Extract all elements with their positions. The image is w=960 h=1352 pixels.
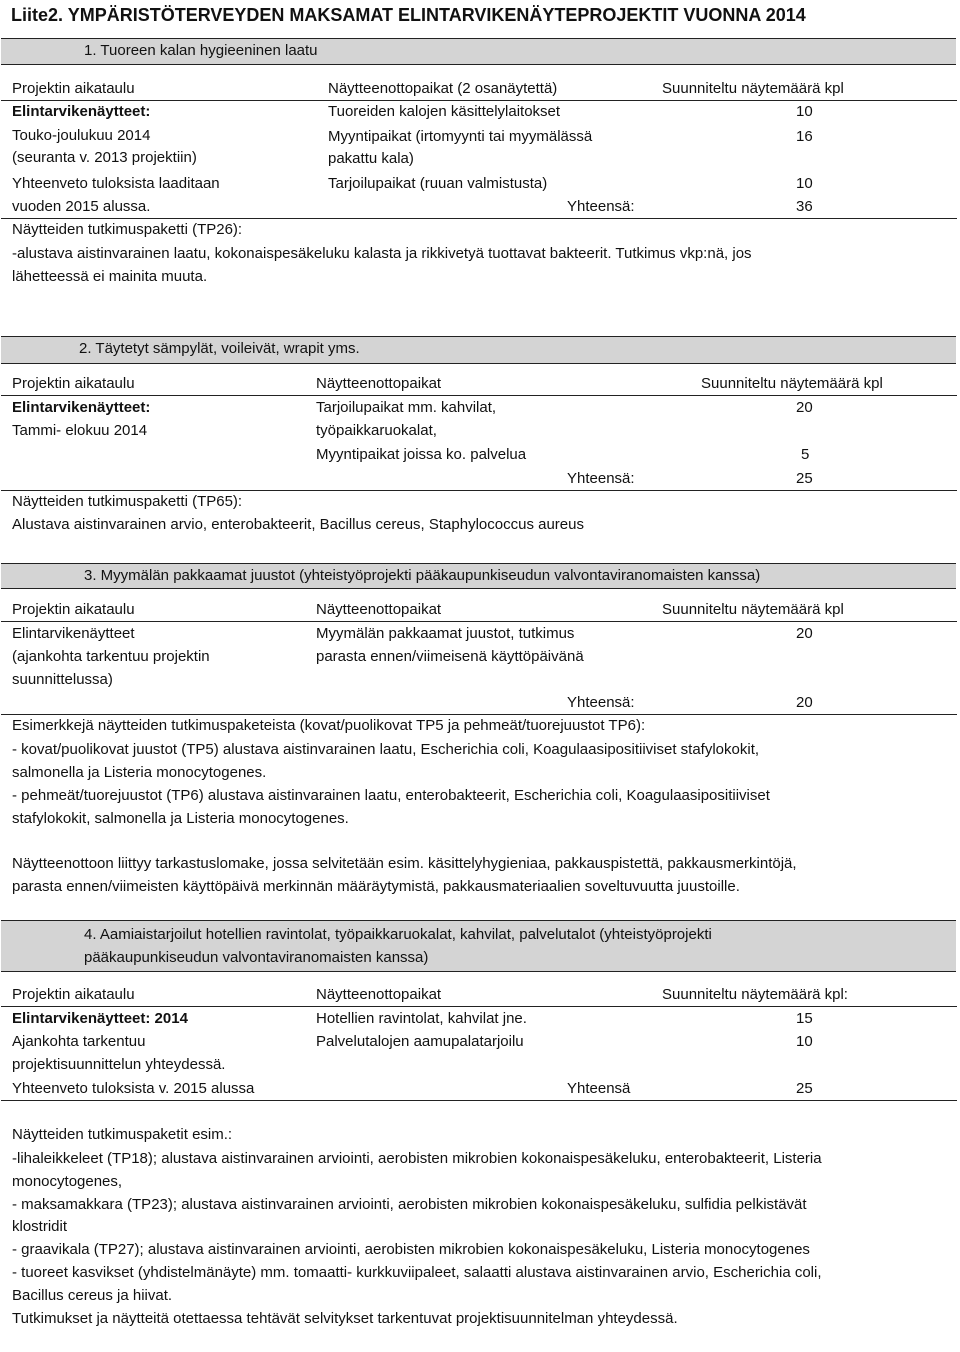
s1-col-places: Näytteenottopaikat (2 osanäytettä) bbox=[328, 80, 558, 97]
s3-text-line1: Esimerkkejä näytteiden tutkimuspaketeista (kovat/puolikovat TP5 ja pehmeät/tuorejuustot TP6): bbox=[12, 717, 646, 734]
s2-total-label: Yhteensä: bbox=[567, 470, 635, 487]
section-3-heading: 3. Myymälän pakkaamat juustot (yhteistyöprojekti pääkaupunkiseudun valvontaviranomaisten kanssa) bbox=[84, 567, 761, 584]
s1-table-rule bbox=[1, 218, 957, 219]
s3-period-line2: suunnittelussa) bbox=[12, 671, 113, 688]
s3-text-line4: - pehmeät/tuorejuustot (TP6) alustava aistinvarainen laatu, enterobakteerit, Escherichia coli, Koagulaasipositiiviset bbox=[12, 787, 770, 804]
s2-package-label: Näytteiden tutkimuspaketti (TP65): bbox=[12, 493, 243, 510]
s1-package-label: Näytteiden tutkimuspaketti (TP26): bbox=[12, 221, 243, 238]
section-1-heading: 1. Tuoreen kalan hygieeninen laatu bbox=[84, 42, 318, 59]
s3-row1-place-line1: Myymälän pakkaamat juustot, tutkimus bbox=[316, 625, 575, 642]
s3-header-rule bbox=[1, 621, 957, 622]
s3-total-label: Yhteensä: bbox=[567, 694, 635, 711]
s3-col-schedule: Projektin aikataulu bbox=[12, 601, 135, 618]
s3-text-line6: Näytteenottoon liittyy tarkastuslomake, jossa selvitetään esim. käsittelyhygieniaa, pakkauspistettä, pakkausmerkintöjä, bbox=[12, 855, 797, 872]
s2-samples-label: Elintarvikenäytteet: bbox=[12, 399, 151, 416]
s2-row2-count: 5 bbox=[801, 446, 810, 463]
s4-period-line2: projektisuunnittelun yhteydessä. bbox=[12, 1056, 226, 1073]
s4-samples-label: Elintarvikenäytteet: 2014 bbox=[12, 1010, 188, 1027]
s1-header-rule bbox=[1, 100, 957, 101]
s4-text-line4: - maksamakkara (TP23); alustava aistinvarainen arviointi, aerobisten mikrobien kokonaispesäkeluku, sulfidia pelkistävät bbox=[12, 1196, 807, 1213]
s4-total-label: Yhteensä bbox=[567, 1080, 631, 1097]
s1-row2-count: 16 bbox=[796, 128, 813, 145]
section-3-header bbox=[1, 563, 956, 589]
s1-total-label: Yhteensä: bbox=[567, 198, 635, 215]
s2-period: Tammi- elokuu 2014 bbox=[12, 422, 148, 439]
section-4-header bbox=[1, 920, 956, 972]
section-4-heading-line1: 4. Aamiaistarjoilut hotellien ravintolat, työpaikkaruokalat, kahvilat, palvelutalot (yhteistyöprojekti bbox=[84, 926, 712, 943]
s4-text-line2: -lihaleikkeleet (TP18); alustava aistinvarainen arviointi, aerobisten mikrobien kokonaispesäkeluku, enterobakteerit, Listeria bbox=[12, 1150, 822, 1167]
s4-row1-count: 15 bbox=[796, 1010, 813, 1027]
s2-row2-place: Myyntipaikat joissa ko. palvelua bbox=[316, 446, 527, 463]
s4-col-planned-count: Suunniteltu näytemäärä kpl: bbox=[662, 986, 848, 1003]
s4-text-line3: monocytogenes, bbox=[12, 1173, 123, 1190]
s4-header-rule bbox=[1, 1006, 957, 1007]
page-title: Liite2. YMPÄRISTÖTERVEYDEN MAKSAMAT ELINTARVIKENÄYTEPROJEKTIT VUONNA 2014 bbox=[11, 5, 806, 25]
s3-table-rule bbox=[1, 714, 957, 715]
s4-text-line6: - graavikala (TP27); alustava aistinvarainen arviointi, aerobisten mikrobien kokonaispesäkeluku, Listeria monocytogenes bbox=[12, 1241, 810, 1258]
s4-table-rule bbox=[1, 1100, 957, 1101]
s3-samples-label: Elintarvikenäytteet bbox=[12, 625, 135, 642]
s1-row1-place: Tuoreiden kalojen käsittelylaitokset bbox=[328, 103, 561, 120]
s2-total-value: 25 bbox=[796, 470, 813, 487]
s1-summary-line2: vuoden 2015 alussa. bbox=[12, 198, 151, 215]
section-2-heading: 2. Täytetyt sämpylät, voileivät, wrapit yms. bbox=[79, 340, 360, 357]
s4-row2-place: Palvelutalojen aamupalatarjoilu bbox=[316, 1033, 524, 1050]
s4-row1-place: Hotellien ravintolat, kahvilat jne. bbox=[316, 1010, 527, 1027]
s2-col-schedule: Projektin aikataulu bbox=[12, 375, 135, 392]
s4-period-line1: Ajankohta tarkentuu bbox=[12, 1033, 146, 1050]
s1-row1-count: 10 bbox=[796, 103, 813, 120]
s4-total-value: 25 bbox=[796, 1080, 813, 1097]
s3-col-places: Näytteenottopaikat bbox=[316, 601, 442, 618]
s2-header-rule bbox=[1, 395, 957, 396]
section-1-header bbox=[1, 38, 956, 65]
s4-text-line9: Tutkimukset ja näytteitä otettaessa tehtävät selvitykset tarkentuvat projektisuunnitelman yhteydessä. bbox=[12, 1310, 678, 1327]
s1-col-planned-count: Suunniteltu näytemäärä kpl bbox=[662, 80, 844, 97]
s3-period-line1: (ajankohta tarkentuu projektin bbox=[12, 648, 210, 665]
s2-table-rule bbox=[1, 490, 957, 491]
s3-col-planned-count: Suunniteltu näytemäärä kpl bbox=[662, 601, 844, 618]
s4-text-line5: klostridit bbox=[12, 1218, 68, 1235]
s3-total-value: 20 bbox=[796, 694, 813, 711]
s1-row3-place: Tarjoilupaikat (ruuan valmistusta) bbox=[328, 175, 548, 192]
s2-row1-place-line1: Tarjoilupaikat mm. kahvilat, bbox=[316, 399, 497, 416]
s3-row1-count: 20 bbox=[796, 625, 813, 642]
section-2-header bbox=[1, 336, 956, 364]
s1-package-line1: -alustava aistinvarainen laatu, kokonaispesäkeluku kalasta ja rikkivetyä tuottavat bakteerit. Tutkimus vkp:nä, jos bbox=[12, 245, 752, 262]
s1-row2-place-line1: Myyntipaikat (irtomyynti tai myymälässä bbox=[328, 128, 593, 145]
s1-period: Touko-joulukuu 2014 bbox=[12, 127, 151, 144]
s1-package-line2: lähetteessä ei mainita muuta. bbox=[12, 268, 208, 285]
s4-text-line1: Näytteiden tutkimuspaketit esim.: bbox=[12, 1126, 233, 1143]
s4-summary: Yhteenveto tuloksista v. 2015 alussa bbox=[12, 1080, 255, 1097]
s1-row3-count: 10 bbox=[796, 175, 813, 192]
s4-col-schedule: Projektin aikataulu bbox=[12, 986, 135, 1003]
s1-total-value: 36 bbox=[796, 198, 813, 215]
s1-samples-label: Elintarvikenäytteet: bbox=[12, 103, 151, 120]
s3-text-line7: parasta ennen/viimeisten käyttöpäivä merkinnän määräytymistä, pakkausmateriaalien soveltuvuutta juustoille. bbox=[12, 878, 740, 895]
s2-col-planned-count: Suunniteltu näytemäärä kpl bbox=[701, 375, 883, 392]
s1-row2-place-line2: pakattu kala) bbox=[328, 150, 414, 167]
s3-text-line2: - kovat/puolikovat juustot (TP5) alustava aistinvarainen laatu, Escherichia coli, Koagulaasipositiiviset stafylokokit, bbox=[12, 741, 760, 758]
section-4-heading-line2: pääkaupunkiseudun valvontaviranomaisten kanssa) bbox=[84, 949, 429, 966]
s3-text-line5: stafylokokit, salmonella ja Listeria monocytogenes. bbox=[12, 810, 349, 827]
s1-col-schedule: Projektin aikataulu bbox=[12, 80, 135, 97]
s3-row1-place-line2: parasta ennen/viimeisenä käyttöpäivänä bbox=[316, 648, 584, 665]
s2-row1-count: 20 bbox=[796, 399, 813, 416]
s4-text-line7: - tuoreet kasvikset (yhdistelmänäyte) mm. tomaatti- kurkkuviipaleet, salaatti alustava aistinvarainen arvio, Escherichia coli, bbox=[12, 1264, 822, 1281]
s4-col-places: Näytteenottopaikat bbox=[316, 986, 442, 1003]
s2-col-places: Näytteenottopaikat bbox=[316, 375, 442, 392]
s3-text-line3: salmonella ja Listeria monocytogenes. bbox=[12, 764, 267, 781]
s2-package-line1: Alustava aistinvarainen arvio, enterobakteerit, Bacillus cereus, Staphylococcus aureus bbox=[12, 516, 584, 533]
s2-row1-place-line2: työpaikkaruokalat, bbox=[316, 422, 437, 439]
s1-summary-line1: Yhteenveto tuloksista laaditaan bbox=[12, 175, 220, 192]
s4-text-line8: Bacillus cereus ja hiivat. bbox=[12, 1287, 173, 1304]
s1-period-note: (seuranta v. 2013 projektiin) bbox=[12, 149, 197, 166]
s4-row2-count: 10 bbox=[796, 1033, 813, 1050]
